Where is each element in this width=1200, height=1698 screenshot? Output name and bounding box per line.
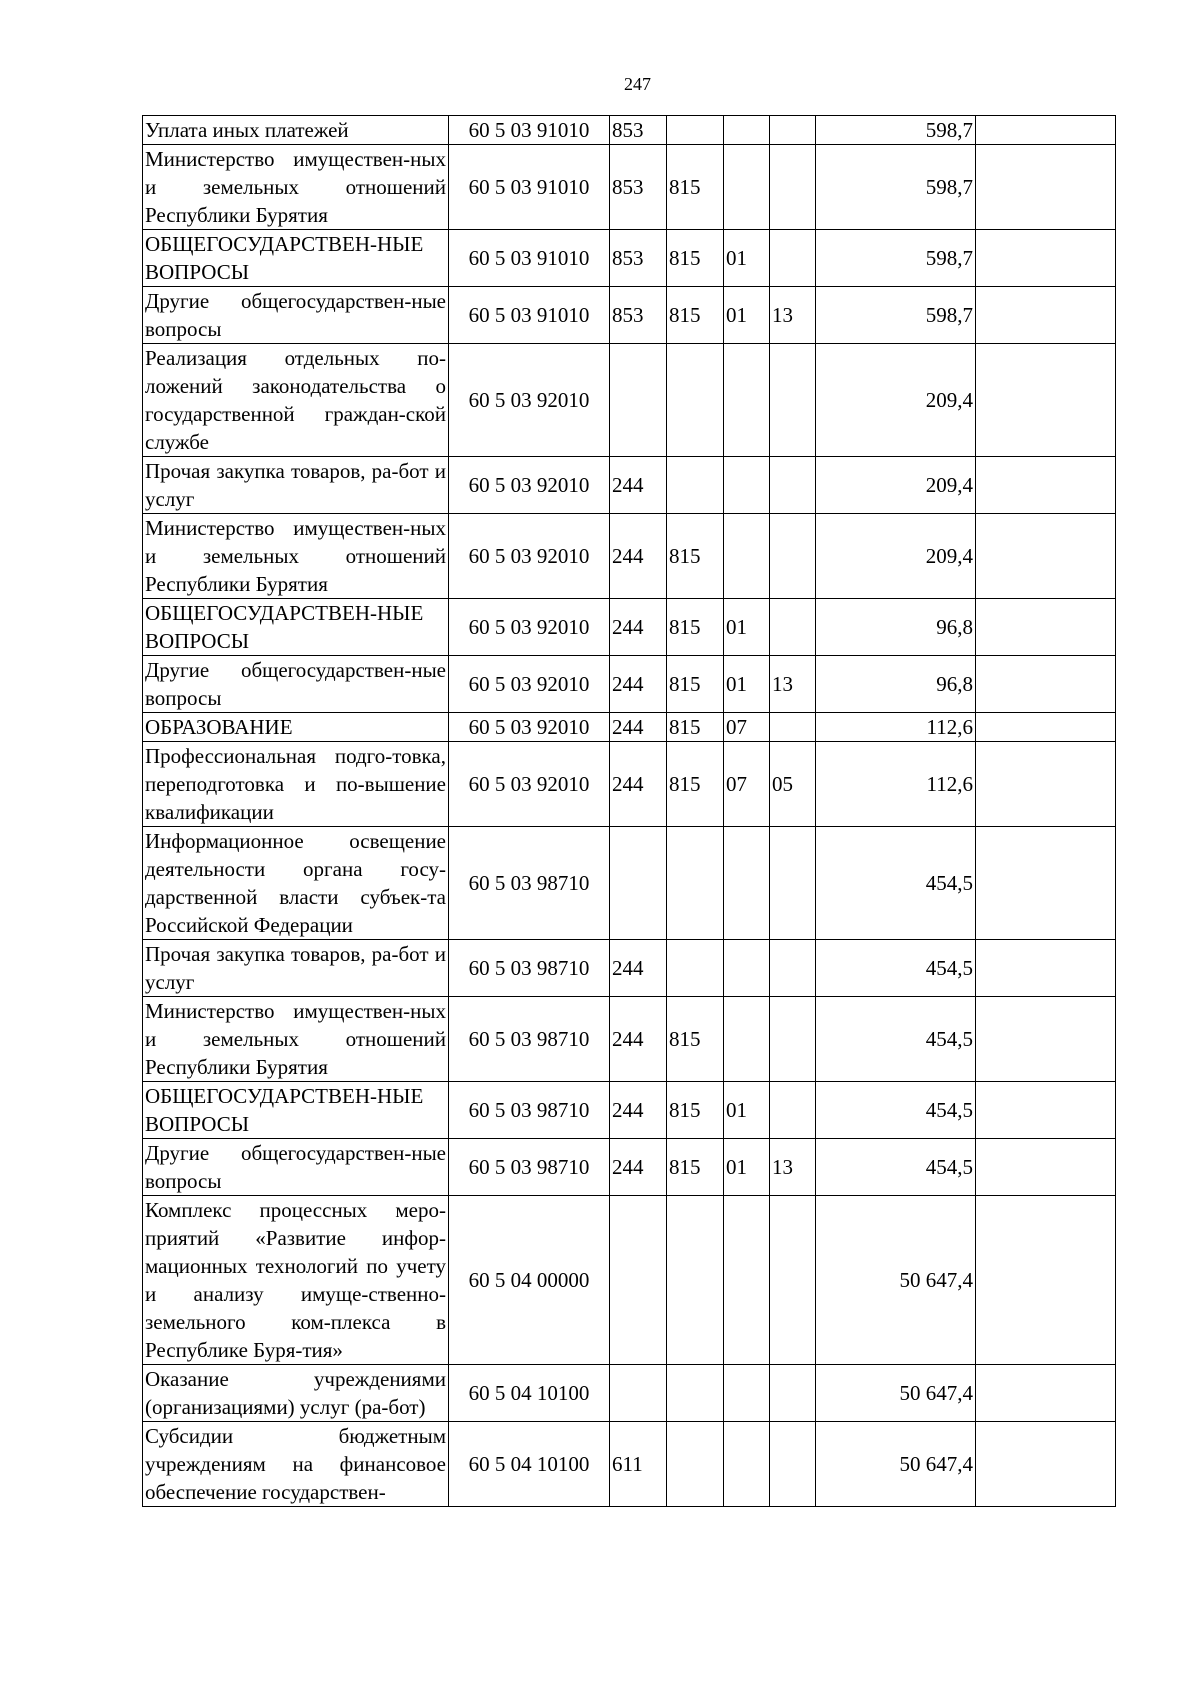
row-pr-cell — [770, 827, 816, 940]
row-rz-cell — [724, 514, 770, 599]
table-row — [143, 1139, 1116, 1196]
row-rz-cell — [724, 1422, 770, 1507]
row-code-cell: 60 5 03 91010 — [449, 230, 610, 287]
table-row — [143, 1365, 1116, 1422]
row-grbs-cell: 815 — [667, 713, 724, 742]
table-row — [143, 344, 1116, 457]
row-grbs-cell: 815 — [667, 230, 724, 287]
row-grbs-cell — [667, 1196, 724, 1365]
row-rz-cell: 01 — [724, 599, 770, 656]
row-extra-cell — [976, 1365, 1116, 1422]
row-code-cell: 60 5 04 00000 — [449, 1196, 610, 1365]
row-vr-cell — [610, 1196, 667, 1365]
row-grbs-cell — [667, 1422, 724, 1507]
row-extra-cell — [976, 742, 1116, 827]
row-sum-cell: 454,5 — [816, 997, 976, 1082]
row-code-cell: 60 5 03 92010 — [449, 713, 610, 742]
row-name-cell: Профессиональная подго-товка, переподготовка и по-вышение квалификации — [143, 742, 449, 827]
row-vr-cell: 853 — [610, 116, 667, 145]
row-extra-cell — [976, 599, 1116, 656]
row-pr-cell: 05 — [770, 742, 816, 827]
row-name-cell: Прочая закупка товаров, ра-бот и услуг — [143, 457, 449, 514]
row-grbs-cell: 815 — [667, 997, 724, 1082]
table-row — [143, 230, 1116, 287]
row-grbs-cell: 815 — [667, 742, 724, 827]
row-extra-cell — [976, 287, 1116, 344]
row-vr-cell: 244 — [610, 1082, 667, 1139]
row-rz-cell — [724, 145, 770, 230]
row-extra-cell — [976, 457, 1116, 514]
row-sum-cell: 112,6 — [816, 713, 976, 742]
row-extra-cell — [976, 713, 1116, 742]
row-vr-cell — [610, 344, 667, 457]
row-vr-cell: 244 — [610, 656, 667, 713]
row-rz-cell — [724, 1196, 770, 1365]
row-vr-cell: 853 — [610, 287, 667, 344]
table-row — [143, 1196, 1116, 1365]
row-rz-cell: 01 — [724, 1139, 770, 1196]
row-code-cell: 60 5 04 10100 — [449, 1422, 610, 1507]
row-sum-cell: 96,8 — [816, 656, 976, 713]
row-grbs-cell: 815 — [667, 514, 724, 599]
row-name-cell: ОБЩЕГОСУДАРСТВЕН-НЫЕ ВОПРОСЫ — [143, 599, 449, 656]
row-rz-cell — [724, 116, 770, 145]
row-sum-cell: 454,5 — [816, 827, 976, 940]
row-grbs-cell — [667, 457, 724, 514]
row-sum-cell: 209,4 — [816, 344, 976, 457]
table-row — [143, 940, 1116, 997]
table-row — [143, 116, 1116, 145]
row-sum-cell: 598,7 — [816, 230, 976, 287]
row-code-cell: 60 5 03 92010 — [449, 514, 610, 599]
row-grbs-cell — [667, 116, 724, 145]
row-grbs-cell — [667, 344, 724, 457]
row-grbs-cell — [667, 940, 724, 997]
row-extra-cell — [976, 344, 1116, 457]
row-pr-cell — [770, 1082, 816, 1139]
row-code-cell: 60 5 03 92010 — [449, 344, 610, 457]
row-name-cell: ОБРАЗОВАНИЕ — [143, 713, 449, 742]
row-grbs-cell: 815 — [667, 599, 724, 656]
row-sum-cell: 96,8 — [816, 599, 976, 656]
row-rz-cell — [724, 940, 770, 997]
row-extra-cell — [976, 145, 1116, 230]
row-sum-cell: 209,4 — [816, 457, 976, 514]
row-name-cell: Комплекс процессных меро-приятий «Развитие инфор-мационных технологий по учету и анализу имуще-ственно-земельного ком-плекса в Республике Буря-тия» — [143, 1196, 449, 1365]
row-name-cell: ОБЩЕГОСУДАРСТВЕН-НЫЕ ВОПРОСЫ — [143, 230, 449, 287]
row-name-cell: ОБЩЕГОСУДАРСТВЕН-НЫЕ ВОПРОСЫ — [143, 1082, 449, 1139]
row-code-cell: 60 5 03 91010 — [449, 145, 610, 230]
row-pr-cell — [770, 997, 816, 1082]
row-extra-cell — [976, 514, 1116, 599]
table-row — [143, 1082, 1116, 1139]
row-code-cell: 60 5 03 92010 — [449, 457, 610, 514]
row-code-cell: 60 5 03 98710 — [449, 940, 610, 997]
row-rz-cell — [724, 997, 770, 1082]
table-row — [143, 656, 1116, 713]
row-sum-cell: 598,7 — [816, 287, 976, 344]
budget-table — [142, 115, 1116, 1507]
row-extra-cell — [976, 827, 1116, 940]
row-sum-cell: 50 647,4 — [816, 1196, 976, 1365]
row-extra-cell — [976, 656, 1116, 713]
row-pr-cell — [770, 713, 816, 742]
row-rz-cell: 01 — [724, 656, 770, 713]
table-row — [143, 514, 1116, 599]
row-code-cell: 60 5 03 91010 — [449, 287, 610, 344]
table-row — [143, 287, 1116, 344]
row-pr-cell — [770, 1365, 816, 1422]
row-vr-cell — [610, 827, 667, 940]
row-code-cell: 60 5 04 10100 — [449, 1365, 610, 1422]
row-name-cell: Уплата иных платежей — [143, 116, 449, 145]
row-sum-cell: 598,7 — [816, 145, 976, 230]
row-extra-cell — [976, 1139, 1116, 1196]
row-name-cell: Министерство имуществен-ных и земельных отношений Республики Бурятия — [143, 145, 449, 230]
table-row — [143, 742, 1116, 827]
row-vr-cell: 244 — [610, 457, 667, 514]
row-pr-cell — [770, 1196, 816, 1365]
row-grbs-cell — [667, 827, 724, 940]
table-row — [143, 145, 1116, 230]
row-grbs-cell — [667, 1365, 724, 1422]
row-grbs-cell: 815 — [667, 1082, 724, 1139]
row-vr-cell: 244 — [610, 514, 667, 599]
row-name-cell: Реализация отдельных по-ложений законодательства о государственной граждан-ской службе — [143, 344, 449, 457]
row-extra-cell — [976, 230, 1116, 287]
row-pr-cell — [770, 1422, 816, 1507]
row-code-cell: 60 5 03 98710 — [449, 1139, 610, 1196]
row-name-cell: Информационное освещение деятельности органа госу-дарственной власти субъек-та Российской Федерации — [143, 827, 449, 940]
row-pr-cell: 13 — [770, 287, 816, 344]
row-name-cell: Другие общегосударствен-ные вопросы — [143, 1139, 449, 1196]
row-code-cell: 60 5 03 98710 — [449, 997, 610, 1082]
row-pr-cell: 13 — [770, 1139, 816, 1196]
table-row — [143, 599, 1116, 656]
row-name-cell: Другие общегосударствен-ные вопросы — [143, 656, 449, 713]
row-rz-cell: 01 — [724, 287, 770, 344]
row-pr-cell — [770, 940, 816, 997]
row-vr-cell: 853 — [610, 230, 667, 287]
row-rz-cell: 01 — [724, 1082, 770, 1139]
row-rz-cell: 07 — [724, 742, 770, 827]
row-name-cell: Министерство имуществен-ных и земельных отношений Республики Бурятия — [143, 514, 449, 599]
row-rz-cell — [724, 1365, 770, 1422]
row-code-cell: 60 5 03 91010 — [449, 116, 610, 145]
row-pr-cell — [770, 230, 816, 287]
table-body — [143, 116, 1116, 1507]
row-extra-cell — [976, 1422, 1116, 1507]
row-vr-cell: 244 — [610, 997, 667, 1082]
row-rz-cell: 01 — [724, 230, 770, 287]
row-vr-cell: 244 — [610, 742, 667, 827]
row-vr-cell: 611 — [610, 1422, 667, 1507]
table-row — [143, 1422, 1116, 1507]
row-pr-cell — [770, 457, 816, 514]
row-pr-cell — [770, 145, 816, 230]
row-name-cell: Прочая закупка товаров, ра-бот и услуг — [143, 940, 449, 997]
row-sum-cell: 454,5 — [816, 940, 976, 997]
row-grbs-cell: 815 — [667, 656, 724, 713]
table-row — [143, 997, 1116, 1082]
table-row — [143, 457, 1116, 514]
row-vr-cell: 244 — [610, 599, 667, 656]
row-grbs-cell: 815 — [667, 1139, 724, 1196]
row-sum-cell: 454,5 — [816, 1082, 976, 1139]
row-extra-cell — [976, 940, 1116, 997]
row-extra-cell — [976, 1196, 1116, 1365]
row-name-cell: Министерство имуществен-ных и земельных отношений Республики Бурятия — [143, 997, 449, 1082]
row-grbs-cell: 815 — [667, 145, 724, 230]
row-name-cell: Другие общегосударствен-ные вопросы — [143, 287, 449, 344]
row-rz-cell — [724, 457, 770, 514]
row-vr-cell — [610, 1365, 667, 1422]
row-sum-cell: 454,5 — [816, 1139, 976, 1196]
row-pr-cell — [770, 344, 816, 457]
row-sum-cell: 209,4 — [816, 514, 976, 599]
row-pr-cell — [770, 514, 816, 599]
row-sum-cell: 112,6 — [816, 742, 976, 827]
row-vr-cell: 244 — [610, 1139, 667, 1196]
page-number: 247 — [624, 74, 651, 94]
row-code-cell: 60 5 03 92010 — [449, 656, 610, 713]
row-sum-cell: 598,7 — [816, 116, 976, 145]
row-code-cell: 60 5 03 92010 — [449, 599, 610, 656]
row-extra-cell — [976, 116, 1116, 145]
row-code-cell: 60 5 03 98710 — [449, 1082, 610, 1139]
row-name-cell: Субсидии бюджетным учреждениям на финансовое обеспечение государствен- — [143, 1422, 449, 1507]
row-grbs-cell: 815 — [667, 287, 724, 344]
row-extra-cell — [976, 997, 1116, 1082]
row-code-cell: 60 5 03 92010 — [449, 742, 610, 827]
row-rz-cell — [724, 344, 770, 457]
row-name-cell: Оказание учреждениями (организациями) услуг (ра-бот) — [143, 1365, 449, 1422]
row-rz-cell: 07 — [724, 713, 770, 742]
table-row — [143, 827, 1116, 940]
row-rz-cell — [724, 827, 770, 940]
row-vr-cell: 853 — [610, 145, 667, 230]
row-sum-cell: 50 647,4 — [816, 1365, 976, 1422]
row-code-cell: 60 5 03 98710 — [449, 827, 610, 940]
row-vr-cell: 244 — [610, 713, 667, 742]
table-row — [143, 713, 1116, 742]
row-pr-cell — [770, 599, 816, 656]
row-pr-cell: 13 — [770, 656, 816, 713]
row-extra-cell — [976, 1082, 1116, 1139]
row-vr-cell: 244 — [610, 940, 667, 997]
row-pr-cell — [770, 116, 816, 145]
row-sum-cell: 50 647,4 — [816, 1422, 976, 1507]
